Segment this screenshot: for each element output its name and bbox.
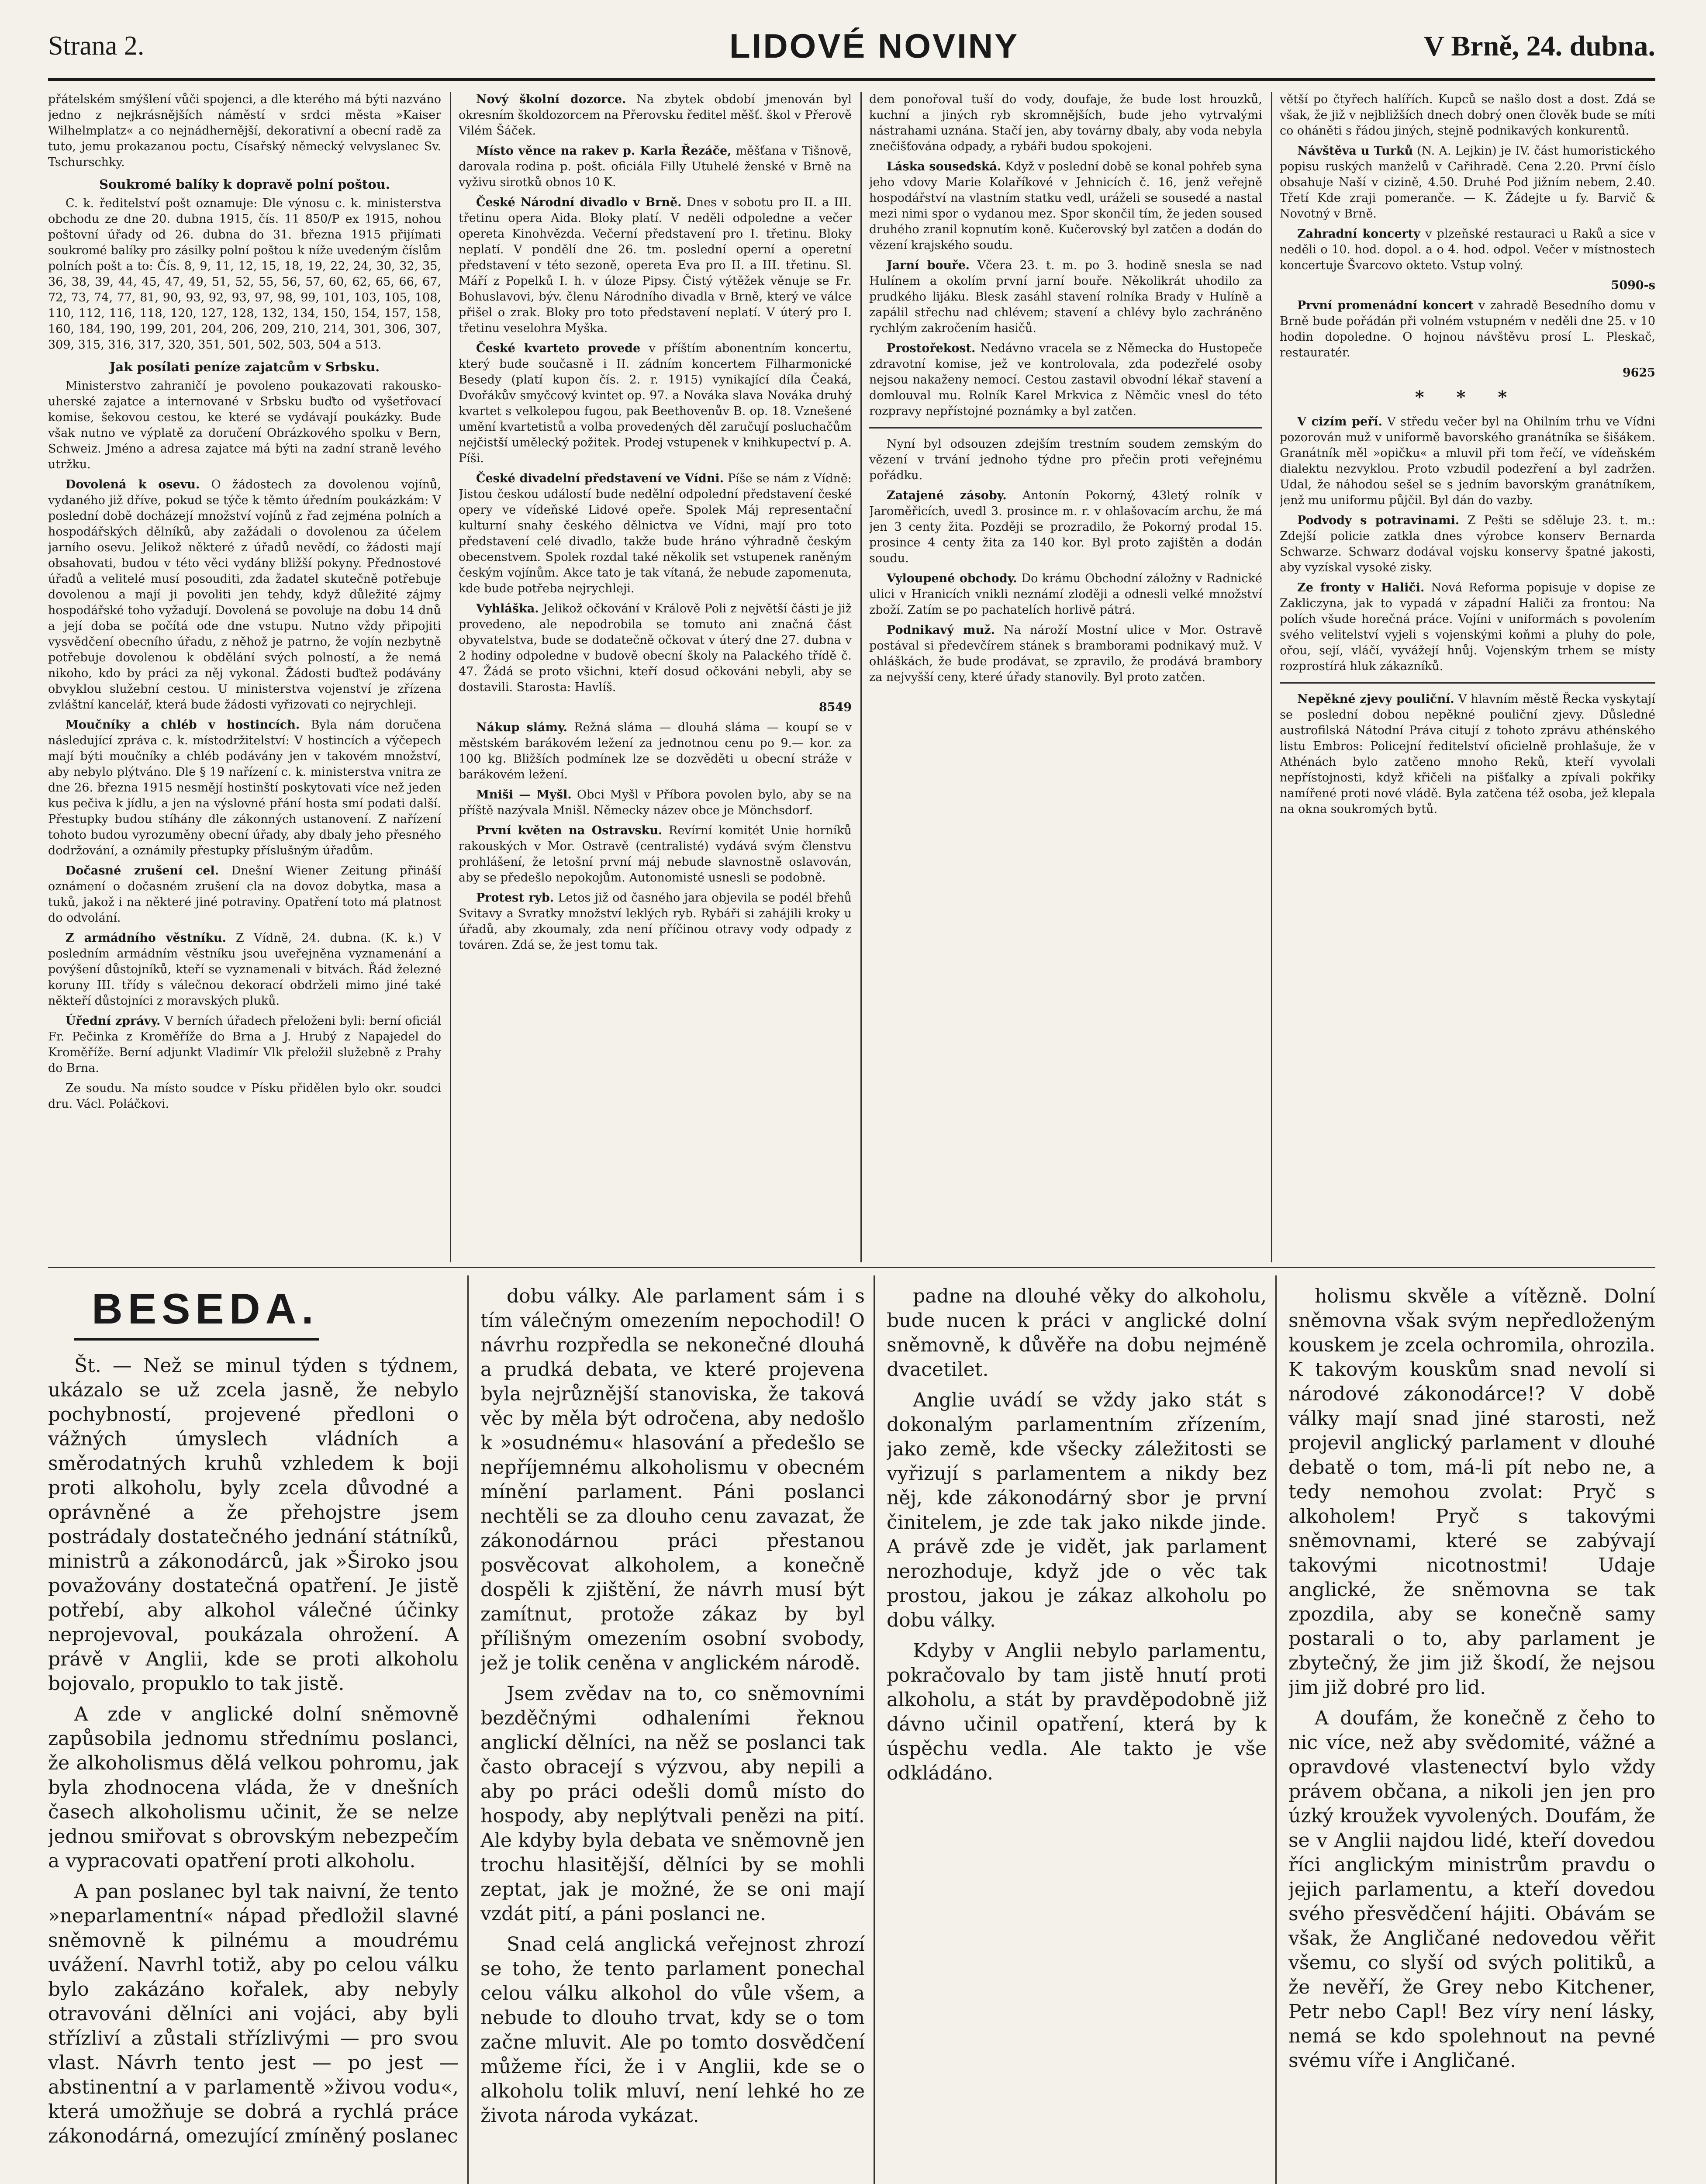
article-text: Obci Myšl v Příbora povolen bylo, aby se na příště nazývala Mnišl. Německy název obce je Mönchsdorf. xyxy=(459,788,852,817)
article-heading: Zatajené zásoby. xyxy=(887,489,1007,502)
article-heading: Soukromé balíky k dopravě polní poštou. xyxy=(99,177,390,192)
ad-number: 5090-s xyxy=(1611,279,1655,292)
article-text: v příštím abonentním koncertu, který bude současně i II. zádním koncertem Filharmonické Besedy (platí kupon čís. 2. r. 1915) vynikající díla Čeaká, Dvořákův smyčcový kvintet op. 97. a Nováka slava Nováka druhý kvartet s velkolepou fugou, pak Beethovenův B. op. 18. Vznešené umění kvartetistů a volba provedených děl zaručují posluchačům nejčistší umělecký požitek. Prodej vstupenek v knihkupectví p. A. Píši. xyxy=(459,342,852,465)
beseda-paragraph: A pan poslanec byl tak naivní, že tento »neparlamentní« nápad předložil slavné sněmovně k pilnému a moudrému uvážení. Navrhl totiž, aby po celou válku bylo zakázáno kořalek, aby nebyly otravováni dělníci ani vojáci, aby byli střízliví a zůstali střízlivými — pro svou vlast. Návrh tento jest — po jest — abstinentní a v parlamentě »živou vodu«, která umožňuje se dobrá a rychlá práce zákonodárná, omezující zmíněný poslanec xyxy=(48,1880,459,2147)
article-text: Antonín Pokorný, 43letý rolník v Jaroměřicích, uvedl 3. prosince m. r. v ohlašovacím archu, že má jen 3 centy žita. Později se prozradilo, že Pokorný prodal 15. prosince 4 centy žita za 140 kor. Byl proto zajištěn a dodán soudu. xyxy=(869,489,1262,565)
article-heading: Láska sousedská. xyxy=(887,160,1001,173)
section-rule xyxy=(1280,682,1655,684)
article-heading: Úřední zprávy. xyxy=(66,1014,161,1028)
beseda-paragraph: padne na dlouhé věky do alkoholu, bude nucen k práci v anglické dolní sněmovně, k důvěře na dobu nejméně dvacetilet. xyxy=(887,1285,1267,1381)
article-text: (N. A. Lejkin) je IV. část humoristického popisu ruských manželů v Cařihradě. Cena 2.20. První číslo obsahuje Naší v cizině, 4.50. Druhé Pod jižním nebem, 2.40. Třetí Kde zraji pomeranče. — K. Žádejte u fy. Barvič & Novotný v Brně. xyxy=(1280,144,1655,221)
article-text: Včera 23. t. m. po 3. hodině snesla se nad Hulínem a okolím první jarní bouře. Několikrát uhodilo za prudkého lijáku. Blesk zasáhl stavení rolníka Brady v Hulíně a zapálil střechu nad chlévem; stavení a chlévy bylo zachráněno rychlým zakročením hasičů. xyxy=(869,259,1262,335)
article-heading: První promenádní koncert xyxy=(1297,299,1474,312)
article-text: Dnes v sobotu pro II. a III. třetinu opera Aida. Bloky platí. V neděli odpoledne a večer opereta Kinohvězda. Večerní představení pro I. třetinu. Bloky neplatí. V pondělí dne 26. tm. poslední operní a operetní představení v této sezoně, opereta Eva pro II. a III. třetinu. Sl. Máří z Popelků I. h. v úloze Pipsy. Čistý výtěžek věnuje se Fr. Bohuslavovi, býv. členu Národního divadla v Brně, který ve válce přišel o zrak. Bloky pro toto představení neplatí. V úterý pro I. třetinu veselohra Myška. xyxy=(459,196,852,335)
article-text: Nedávno vracela se z Německa do Hustopeče zdravotní komise, jež ve kontrolovala, zda podezřelé osoby nejsou nakaženy nemocí. Cestou zastavil obvodní lékař stavení a domlouval mu. Rolník Karel Mrkvica z Němčic vnesl do této rozpravy nepřístojné poznámky a byl zatčen. xyxy=(869,342,1262,418)
article-heading: Nový školní dozorce. xyxy=(476,93,626,106)
page-header xyxy=(48,26,1655,74)
article-heading: Návštěva u Turků xyxy=(1297,144,1413,158)
column-3 xyxy=(869,92,1262,1262)
ad-number: 8549 xyxy=(818,701,852,714)
article-text: dem ponořoval tuší do vody, doufaje, že bude lost hrouzků, kuchní a jiných ryb skromnějších, bude jeho vytrvalými nástrahami uznána. Stačí jen, aby továrny dbaly, aby voda nebyla znečišťována odpady, a rybáři budou spokojeni. xyxy=(869,93,1262,153)
article-heading: Vyloupené obchody. xyxy=(887,572,1017,585)
beseda-text-column xyxy=(48,1354,459,2184)
beseda-paragraph: Anglie uvádí se vždy jako stát s dokonalým parlamentním zřízením, jako země, kde všecky záležitosti se vyřizují s parlamentem a nikdy bez něj, kde zákonodárný sbor je první činitelem, je zde tak jako nikde jinde. A právě zde je vidět, jak parlament nerozhoduje, když jde o věc tak prostou, jakou je zákaz alkoholu po dobu války. xyxy=(887,1389,1267,1631)
article-text: Dnešní Wiener Zeitung přináší oznámení o dočasném zrušení cla na dovoz dobytka, masa a tuků, jakož i na některé jiné potraviny. Opatření toto má platnost do odvolání. xyxy=(48,864,441,925)
article-text: v zahradě Besedního domu v Brně bude pořádán při volném vstupném v neděli dne 25. v 10 hodin dopoledne. O hojnou návštěvu prosí L. Pleskač, restauratér. xyxy=(1280,299,1655,359)
article-heading: Jarní bouře. xyxy=(887,259,970,272)
article-text: Na nároží Mostní ulice v Mor. Ostravě postával si předevčírem stánek s bramborami podnikavý muž. V ohláškách, že bude prodávat, se zpravilo, že prodává brambory za nejvyšší ceny, které úřady stanovily. Byl proto zatčen. xyxy=(869,623,1262,684)
header-rule xyxy=(48,78,1655,81)
article-text: Režná sláma — dlouhá sláma — koupí se v městském barákovém ležení za jednotnou cenu po 9.— kor. za 100 kg. Bližších podmínek lze se dozvěděti u obecní stráže v barákovém ležení. xyxy=(459,721,852,781)
beseda-paragraph: Snad celá anglická veřejnost zhrozí se toho, že tento parlament ponechal celou válku alkohol do vůle všem, a nebude to dlouho trvat, kdy se o tom začne mluvit. Ale po tomto dosvědčení můžeme říci, že i v Anglii, kde se o alkoholu tolik mluví, není lehké ho ze života národa vykázat. xyxy=(480,1933,865,2127)
beseda-title-rule xyxy=(74,1338,319,1341)
section-rule xyxy=(869,427,1262,429)
article-heading: V cizím peří. xyxy=(1297,415,1383,429)
article-heading: Jak posílati peníze zajatcům v Srbsku. xyxy=(109,359,380,374)
article-text: větší po čtyřech halířích. Kupců se našlo dost a dost. Zdá se však, že již v nejbližších dnech dobrý onen člověk bude se míti co oháněti s řádou jiných, stejně podnikavých konkurentů. xyxy=(1280,93,1655,138)
article-heading: České divadelní představení ve Vídni. xyxy=(476,472,724,485)
beseda-paragraph: Št. — Než se minul týden s týdnem, ukázalo se už zcela jasně, že nebylo pochybností, projevené předloni o vážných úmyslech vládních a směrodatných kruhů vzhledem k boji proti alkoholu, byly zcela důvodné a oprávněné a že přehojstre jsem postrádaly dostatečného jednání státníků, ministrů a zákonodárců, jak »Široko jsou považovány dostatečná opatření. Je jistě potřebí, aby alkohol válečné účinky neprojevoval, poukázala ohrožení. A právě v Anglii, kde se proti alkoholu bojovalo, propuklo to tak jistě. xyxy=(48,1355,459,1695)
page-number: Strana 2. xyxy=(48,31,145,61)
article-text: O žádostech za dovolenou vojínů, vydaného již dříve, pokud se týče k těmto úředním poukázkám: V poslední době docházejí množství vojínů z řad zejména polních a hospodářských dělníků, aby zažádali o dovolenou za účelem jarního osevu. Jelikož některé z úřadů nevědí, co žádosti mají obsahovati, budou v této věci vydány bližší pokyny. Přednostové úřadů a velitelé musí posouditi, zda žadatel skutečně potřebuje dovolenou a mají ji povoliti jen tehdy, když důležité zájmy hospodářské toho vyžadují. Dovolená se povoluje na dobu 14 dnů a její doba se počítá ode dne vstupu. Nutno vždy připojiti vysvědčení obecního úřadu, z něhož je patrno, že vojín nezbytně potřebuje dovolenou k obdělání svých polností, a že nemá nikoho, kdo by práci za něj vykonal. Žádosti buďtež podávány obvyklou služební cestou. U ministerstva vojenství je zřízena zvláštní kancelář, která bude žádosti vyřizovati co nejrychleji. xyxy=(48,478,441,712)
article-text: V středu večer byl na Ohilním trhu ve Vídni pozorován muž v uniformě bavorského granátníka se šišákem. Granátník měl »opičku« a mluvil při tom řečí, ve vídeňském dialektu nezvyklou. Proto vzbudil podezření a byl zadržen. Udal, že náhodou sešel se s jedním bavorským granátníkem, jenž mu uniformu půjčil. Byl dán do vazby. xyxy=(1280,415,1655,507)
beseda-text-column xyxy=(887,1284,1267,2184)
column-divider xyxy=(1275,1275,1277,2184)
article-heading: Vyhláška. xyxy=(476,602,539,615)
article-text: Na zbytek období jmenován byl okresním školdozorcem na Přerovsku ředitel měšť. škol v Přerově Vilém Šáček. xyxy=(459,93,852,138)
article-heading: Podnikavý muž. xyxy=(887,623,995,637)
column-1 xyxy=(48,92,441,1262)
beseda-paragraph: Jsem zvědav na to, co sněmovními bezděčnými odhaleními řeknou anglickí dělníci, na něž se poslanci tak často obracejí s výzvou, aby nepili a aby po práci odešli domů místo do hospody, aby neplýtvali penězi na pití. Ale kdyby byla debata ve sněmovně jen trochu hlasitější, dělníci by se mohli zeptat, jak je možné, že se oni mají vzdát pití, a páni poslanci ne. xyxy=(480,1683,865,1925)
article-heading: Ze fronty v Haliči. xyxy=(1297,581,1425,594)
article-heading: Nepěkné zjevy pouliční. xyxy=(1297,692,1454,706)
article-text: Z Vídně, 24. dubna. (K. k.) V posledním armádním věstníku jsou uveřejněna vyznamenání a povýšení důstojníků, kteří se vyznamenali v bitvách. Řád železné koruny III. třídy s válečnou dekorací obdrželi mimo jiné také někteří důstojníci z moravských pluků. xyxy=(48,931,441,1008)
column-2 xyxy=(459,92,852,1262)
article-heading: Z armádního věstníku. xyxy=(66,931,226,945)
article-heading: České kvarteto provede xyxy=(476,342,641,355)
article-text: Letos již od časného jara objevila se podél břehů Svitavy a Svratky množství leklých ryb. Rybáři si zahájili kroky u úřadů, aby zkoumaly, zda není příčinou otravy vody odpady z továren. Zdá se, že jest tomu tak. xyxy=(459,891,852,952)
beseda-paragraph: A zde v anglické dolní sněmovně zapůsobila jednomu střednímu poslanci, že alkoholismus dělá velkou pohromu, jak byla zhodnocena vláda, že v dnešních časech alkoholismu učinit, že se nelze jednou smiřovat s obrovským nebezpečím a vypracovati opatření proti alkoholu. xyxy=(48,1703,459,1872)
section-stars: * * * xyxy=(1415,387,1520,408)
column-divider xyxy=(450,92,451,1262)
article-heading: Dočasné zrušení cel. xyxy=(66,864,219,878)
beseda-paragraph: Kdyby v Anglii nebylo parlamentu, pokračovalo by tam jistě hnutí proti alkoholu, a stát by pravděpodobně již dávno učinil opatření, která by k úspěchu vedla. Ale takto je vše odkládáno. xyxy=(887,1640,1267,1784)
article-text: Když v poslední době se konal pohřeb syna jeho vdovy Marie Kolaříkové v Jehnicích č. 16, jenž veřejně hospodářství na vlastním statku vedl, uráželi se sousedé a nastal mezi nimi spor o vydanou mez. Spor skončil tím, že jeden soused druhého zranil kopnutím koně. Kučerovský byl zatčen a dodán do vězení krajského soudu. xyxy=(869,160,1262,252)
article-heading: Podvody s potravinami. xyxy=(1297,514,1460,527)
beseda-paragraph: A doufám, že konečně z čeho to nic více, než aby svědomité, vážné a opravdové vlastenectví bylo vždy právem občana, a nikoli jen jen pro úzký kroužek vyvolených. Doufám, že se v Anglii najdou lidé, kteří dovedou říci anglickým ministrům pravdu o jejich parlamentu, a kteří dovedou svého přesvědčení hájiti. Obávám se však, že Angličané nedovedou věřit všemu, co slyší od svých politiků, a že nevěří, že Grey nebo Kitchener, Petr nebo Capl! Bez víry není lásky, nemá se kdo spolehnout na pevné svému víře i Angličané. xyxy=(1288,1707,1655,2072)
beseda-paragraph: holismu skvěle a vítězně. Dolní sněmovna však svým nepředloženým kouskem je zcela ochromila, ohrozila. K takovým kouskům snad nevolí si národové zákonodárce!? V době války mají snad jiné starosti, než projevil anglický parlament v dlouhé debatě o tom, má-li pít nebo ne, a tedy nemohou zvolat: Pryč s alkoholem! Pryč s takovými sněmovnami, které se zabývají takovými nicotnostmi! Udaje anglické, že sněmovna se tak zpozdila, aby se konečně samy postarali o to, aby parlament je zbytečný, že jim již škodí, že nejsou jim již dobré pro lid. xyxy=(1288,1285,1655,1699)
column-divider xyxy=(1271,92,1272,1262)
beseda-text-column xyxy=(480,1284,865,2184)
article-heading: Protest ryb. xyxy=(476,891,554,905)
article-text: Jelikož očkování v Králově Poli z největší části je již provedeno, ale nepodrobila se tomuto ani značná část obyvatelstva, bude se dodatečně očkovat v úterý dne 27. dubna v 2 hodiny odpoledne v budově obecní školy na Palackého třídě č. 47. Žádá se proto všichni, kteří dosud očkováni nebyli, aby se dostavili. Starosta: Havlíš. xyxy=(459,602,852,694)
article-heading: Zahradní koncerty xyxy=(1297,227,1420,241)
article-text: Byla nám doručena následující zpráva c. k. místodržitelství: V hostincích a výčepech mají býti moučníky a chléb podávány jen v takovém množství, aby nebylo plýtváno. Dle § 19 nařízení c. k. ministerstva vnitra ze dne 26. března 1915 nesmějí hostinští poskytovati více než jeden kus pečiva k jídlu, a jen na výslovné přání hosta smí podati další. Přestupky budou stíhány dle zákonných ustanovení. Z nařízení tohoto budou vyrozuměny obecní úřady, aby dbaly jeho přesného dodržování, a oznámily přestupky příslušným úřadům. xyxy=(48,718,441,857)
article-text: Z Pešti se sděluje 23. t. m.: Zdejší policie zatkla dnes výrobce konserv Bernarda Schwarze. Schwarz dodával vojsku konservy špatné jakosti, aby vyzískal vysoké zisky. xyxy=(1280,514,1655,574)
beseda-paragraph: dobu války. Ale parlament sám i s tím válečným omezením nepochodil! O návrhu rozpředla se nekonečné dlouhá a prudká debata, ve které projevena byla nejrůznější stanoviska, že taková věc by měla být odročena, aby nedošlo k »osudnému« hlasování a předešlo se nepříjemnému alkoholismu v obecném mínění parlament. Páni poslanci nechtěli se za dlouho cenu zavazat, že zákonodárnou práci přestanou posvěcovat alkoholem, a konečně dospěli k zjištění, že návrh musí být zamítnut, protože zákaz by byl přílišným omezením osobní svobody, jež je tolik ceněna v anglickém národě. xyxy=(480,1285,865,1674)
article-text: Revírní komitét Unie horníků rakouských v Mor. Ostravě (centralisté) vydává svým členstvu prohlášení, že letošní první máj nebude slavnostně oslavován, aby se předešlo nepokojům. Autonomisté usnesli se podobně. xyxy=(459,824,852,885)
article-heading: Prostořekost. xyxy=(887,342,976,355)
article-heading: Mniši — Myšl. xyxy=(476,788,572,802)
article-heading: Místo věnce na rakev p. Karla Řezáče, xyxy=(476,144,732,158)
article-text: měšťana v Tišnově, darovala rodina p. pošt. oficiála Filly Utuhelé ženské v Brně na vyživu sirotků obnos 10 K. xyxy=(459,144,852,189)
column-divider xyxy=(860,92,862,1262)
article-heading: České Národní divadlo v Brně. xyxy=(476,196,682,209)
article-text: Ministerstvo zahraničí je povoleno poukazovati rakousko-uherské zajatce a internované v Srbsku buďto od vyšetřovací komise, šekovou cestou, ke které se vydávají poukázky. Bude však nutno ve výplatě za doručení Obrázkového spolku v Bern, Schweiz. Jméno a adresa zajatce má býti na zadní straně levého utržku. xyxy=(48,379,441,471)
article-text: Do krámu Obchodní záložny v Radnické ulici v Hranicích vnikli neznámí zloději a odnesli velké množství zboží. Zatím se po pachatelích horlivě pátrá. xyxy=(869,572,1262,617)
article-heading: Nákup slámy. xyxy=(476,721,568,734)
masthead-title: LIDOVÉ NOVINY xyxy=(729,27,1019,65)
ad-number: 9625 xyxy=(1622,366,1655,380)
article-text: Nyní byl odsouzen zdejším trestním soudem zemským do vězení v trvání jednoho týdne pro přečin proti veřejnému pořádku. xyxy=(869,437,1262,482)
article-heading: Dovolená k osevu. xyxy=(66,478,200,491)
column-divider xyxy=(874,1275,875,2184)
beseda-text-column xyxy=(1288,1284,1655,2184)
article-text: V hlavním městě Řecka vyskytají se poslední dobou nepěkné pouliční zjevy. Důsledné austrofilská Nátodní Práva citují z tohoto zprávu athénského listu Embros: Policejní ředitelství oficielně prohlašuje, že v Athénách bylo zatčeno mnoho Reků, kteří vyvolali nepřístojnosti, když křičeli na pišťalky a zpívali pokřiky namířené proti nové vládě. Byla zatčena též osoba, jež klepala na okna soukromých bytů. xyxy=(1280,692,1655,816)
article-text: C. k. ředitelství pošt oznamuje: Dle výnosu c. k. ministerstva obchodu ze dne 20. dubna 1915, čís. 11 850/P ex 1915, nohou poštovní úřady od 26. dubna do 31. března 1915 přijímati soukromé balíky pro zásilky polní poštou k níže uvedeným číslům polních pošt a to: Čís. 8, 9, 11, 12, 15, 18, 19, 22, 24, 30, 32, 35, 36, 38, 39, 44, 45, 47, 49, 51, 52, 55, 56, 57, 60, 62, 65, 66, 67, 72, 73, 74, 77, 81, 90, 93, 92, 93, 97, 98, 99, 101, 103, 105, 108, 110, 112, 116, 118, 120, 127, 128, 132, 134, 150, 154, 157, 158, 160, 184, 190, 199, 201, 204, 206, 209, 210, 214, 301, 306, 307, 309, 315, 316, 317, 320, 351, 501, 502, 503, 504 a 513. xyxy=(48,197,441,352)
article-text: Ze soudu. Na místo soudce v Písku přidělen bylo okr. soudci dru. Václ. Poláčkovi. xyxy=(48,1082,441,1111)
column-4 xyxy=(1280,92,1655,1262)
beseda-title: BESEDA. xyxy=(92,1285,319,1333)
article-text: Píše se nám z Vídně: Jistou českou událostí bude nedělní odpolední představení české opery ve vídeňské Lidové opeře. Spolek Máj representační kulturní snahy českého dělnictva ve Vídni, mají pro toto představení celé divadlo, takže bude hráno výhradně českým obecenstvem. Spolek rozdal také několik set vstupenek raněným českým vojínům. Akce tato je tak vítaná, že nebude zapomenuta, kde bude potřeba nejrychleji. xyxy=(459,472,852,595)
article-text: v plzeňské restauraci u Raků a sice v neděli o 10. hod. dopol. a o 4. hod. odpol. Večer v místnostech koncertuje Švarcovo okteto. Vstup volný. xyxy=(1280,227,1655,272)
beseda-section xyxy=(48,1267,459,2184)
newspaper-page xyxy=(48,26,1655,2184)
article-heading: První květen na Ostravsku. xyxy=(476,824,663,837)
article-heading: Moučníky a chléb v hostincích. xyxy=(66,718,300,732)
dateline: V Brně, 24. dubna. xyxy=(1423,30,1655,62)
article-text: přátelském smýšlení vůči spojenci, a dle kterého má býti nazváno jedno z nejkrásnějších náměstí v srdci města »Kaiser Wilhelmplatz« a co nejnádhernější, dekorativní a obecní radě za tuto, jemu prokazanou poctu, Císařský německý velvyslanec Sv. Tschurschky. xyxy=(48,93,441,169)
article-text: V berních úřadech přeloženi byli: berní oficiál Fr. Pečinka z Kroměříže do Brna a J. Hrubý z Napajedel do Kroměříže. Berní adjunkt Vladimír Vlk přeložil služebně z Prahy do Brna. xyxy=(48,1014,441,1075)
article-text: Nová Reforma popisuje v dopise ze Zakliczyna, jak to vypadá v západní Haliči za frontou: Na polích všude horečná práce. Vojíni v uniformách s povolením svého velitelství vyjeli s vojenskými koňmi a pluhy do pole, ořou, sejí, vláčí, vyvážejí hnůj. Vojenským trhem se místy rozprostírá hluk zákazníků. xyxy=(1280,581,1655,673)
column-divider xyxy=(467,1275,469,2184)
